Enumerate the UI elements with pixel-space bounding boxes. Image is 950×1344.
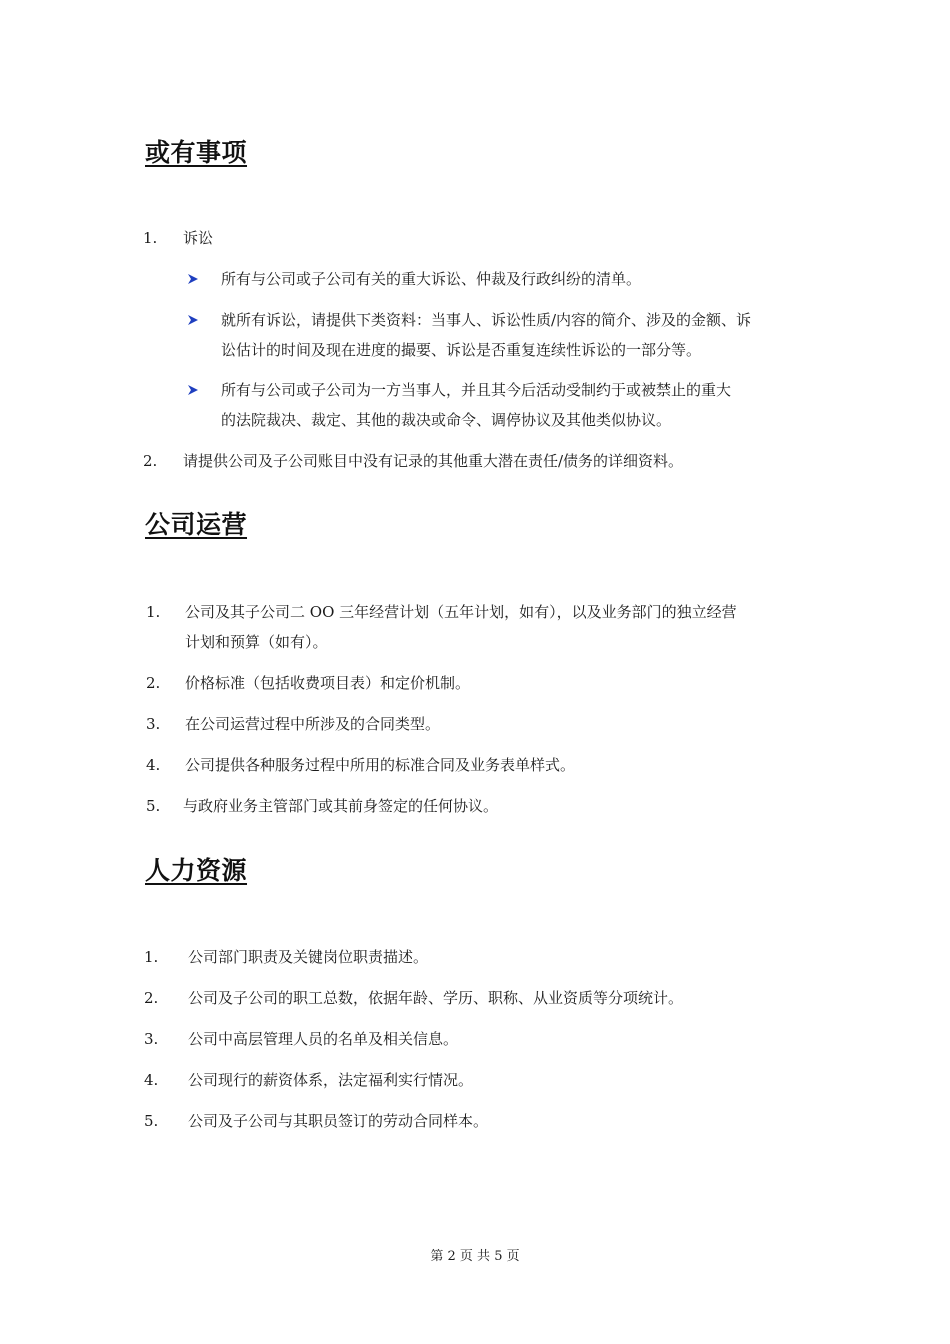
list-item-text: 公司及子公司与其职员签订的劳动合同样本。 [188, 1112, 489, 1130]
list-number: 3. [144, 1030, 159, 1048]
list-item-text: 公司部门职责及关键岗位职责描述。 [188, 948, 429, 966]
list-number: 3. [146, 715, 161, 733]
list-item-text: 诉讼 [183, 229, 214, 247]
list-number: 1. [144, 948, 159, 966]
list-item-text: 请提供公司及子公司账目中没有记录的其他重大潜在责任/债务的详细资料。 [183, 452, 684, 470]
bullet-text: 就所有诉讼，请提供下类资料：当事人、诉讼性质/内容的简介、涉及的金额、诉 [221, 311, 752, 329]
page-footer: 第 2 页 共 5 页 [430, 1249, 520, 1264]
list-number: 1. [143, 229, 158, 247]
bullet-text-continued: 的法院裁决、裁定、其他的裁决或命令、调停协议及其他类似协议。 [221, 411, 672, 429]
list-number: 4. [144, 1071, 159, 1089]
list-item-text-continued: 计划和预算（如有）。 [185, 633, 328, 651]
heading-contingencies: 或有事项 [145, 138, 248, 167]
heading-operations: 公司运营 [145, 510, 248, 539]
list-item-text: 公司及其子公司二 OO 三年经营计划（五年计划，如有），以及业务部门的独立经营 [185, 603, 737, 621]
list-item-text: 公司中高层管理人员的名单及相关信息。 [188, 1030, 459, 1048]
list-number: 2. [146, 674, 161, 692]
bullet-text: 所有与公司或子公司为一方当事人，并且其今后活动受制约于或被禁止的重大 [221, 381, 732, 399]
list-number: 2. [144, 989, 159, 1007]
heading-human-resources: 人力资源 [145, 856, 248, 885]
list-item-text: 价格标准（包括收费项目表）和定价机制。 [185, 674, 471, 692]
arrow-bullet-icon [185, 375, 201, 405]
arrow-bullet-icon [185, 305, 201, 335]
list-item-text: 公司及子公司的职工总数，依据年龄、学历、职称、从业资质等分项统计。 [188, 989, 684, 1007]
list-item-text: 公司现行的薪资体系，法定福利实行情况。 [188, 1071, 474, 1089]
bullet-text-continued: 讼估计的时间及现在进度的撮要、诉讼是否重复连续性诉讼的一部分等。 [221, 341, 702, 359]
arrow-bullet-icon [185, 264, 201, 294]
bullet-text: 所有与公司或子公司有关的重大诉讼、仲裁及行政纠纷的清单。 [221, 270, 642, 288]
list-item-text: 公司提供各种服务过程中所用的标准合同及业务表单样式。 [185, 756, 576, 774]
list-number: 5. [146, 797, 161, 815]
list-item-text: 与政府业务主管部门或其前身签定的任何协议。 [183, 797, 499, 815]
list-number: 1. [146, 603, 161, 621]
list-item-text: 在公司运营过程中所涉及的合同类型。 [185, 715, 441, 733]
list-number: 5. [144, 1112, 159, 1130]
list-number: 4. [146, 756, 161, 774]
list-number: 2. [143, 452, 158, 470]
